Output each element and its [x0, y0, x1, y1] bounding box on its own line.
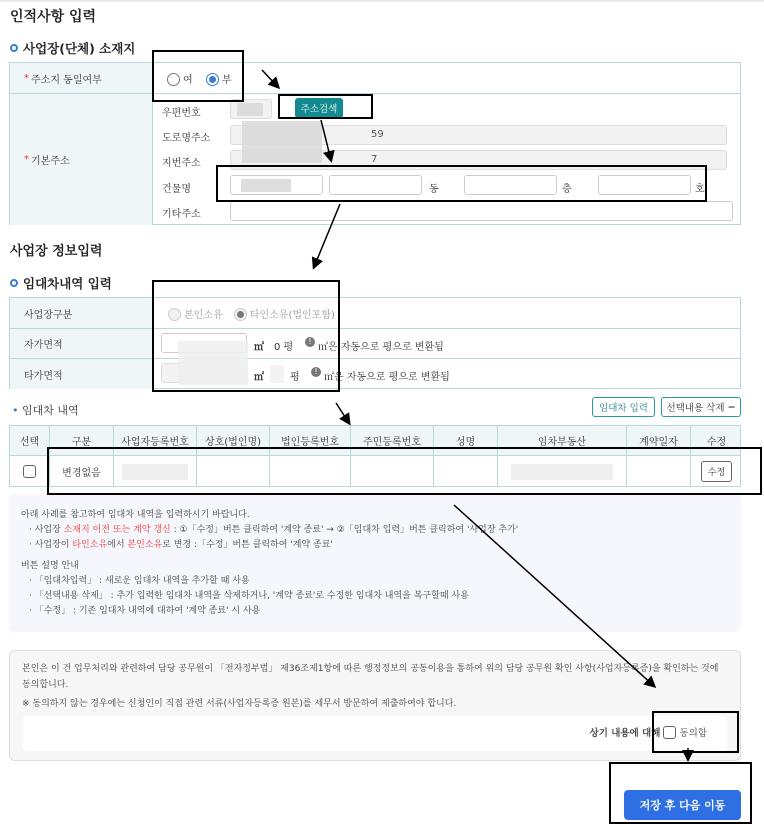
note-line: · 「선택내용 삭제」 : 추가 입력한 임대차 내역을 삭제하거나, '계약 종료'로 수정한 임대차 내역을 복구할때 사용 — [29, 591, 469, 601]
note-line: · 「수정」 : 기존 임대차 내역에 대하여 '계약 종료' 시 사용 — [29, 606, 261, 616]
column-header: 구분 — [50, 426, 114, 455]
page-title: 인적사항 입력 — [10, 9, 97, 25]
arrow — [314, 204, 340, 267]
note-line: · 사업장 소재지 이전 또는 계약 갱신 : ①「수정」버튼 클릭하여 '계약 종료' → ②「임대차 입력」버튼 클릭하여 '사업장 추가' — [29, 525, 519, 535]
delete-selected-button[interactable]: 선택내용 삭제 − — [661, 397, 741, 417]
zip-label: 우편번호 — [162, 108, 201, 119]
other-pyeong: 평 — [290, 372, 300, 383]
consent-prefix: 상기 내용에 대해 — [589, 728, 661, 739]
column-header: 법인등록번호 — [270, 426, 351, 455]
info-title: 사업장 정보입력 — [10, 244, 103, 259]
road-address-label: 도로명주소 — [162, 133, 211, 144]
table-cell: 변경없음 — [50, 456, 114, 487]
radio-no[interactable]: 부 — [206, 75, 232, 86]
history-title: • 임대차 내역 — [12, 404, 79, 417]
column-header: 성명 — [434, 426, 498, 455]
own-area-label: 자가면적 — [10, 329, 153, 358]
road-address-input[interactable]: 59 — [230, 125, 727, 145]
jibun-address-label: 지번주소 — [162, 158, 201, 169]
address-search-button[interactable]: 주소검색 — [295, 98, 343, 118]
consent-text: 본인은 이 건 업무처리와 관련하여 담당 공무원이 「전자정부법」 제36조제1항에 따른 행정정보의 공동이용을 통하여 위의 담당 공무원 확인 사항(사업자등록증)을 확인하는 것에 동의합니다. — [22, 664, 719, 690]
building-label: 건물명 — [162, 184, 191, 195]
jibun-address-input[interactable]: 7 — [230, 150, 727, 170]
add-lease-button[interactable]: 임대차 입력 — [592, 397, 655, 417]
other-area-hint: ㎡은 자동으로 평으로 변환됨 — [324, 372, 450, 383]
note-line: 버튼 설명 안내 — [21, 561, 79, 571]
row-edit-button[interactable]: 수정 — [701, 461, 732, 482]
type-label: 사업장구분 — [10, 298, 153, 328]
arrow — [262, 70, 278, 87]
column-header: 수정 — [706, 437, 727, 448]
section-lease-title: 임대차내역 입력 — [10, 274, 112, 292]
column-header: 주민등록번호 — [351, 426, 434, 455]
unit-label: ㎡ — [254, 372, 264, 383]
radio-own[interactable]: 본인소유 — [168, 310, 223, 321]
radio-other[interactable]: 타인소유(법인포함) — [234, 310, 335, 321]
note-line: · 「임대차입력」 : 새로운 임대차 내역을 추가할 때 사용 — [29, 576, 250, 586]
radio-yes[interactable]: 여 — [167, 75, 193, 86]
agree-label[interactable]: 동의함 — [679, 728, 707, 739]
other-area-label: 타가면적 — [10, 359, 153, 389]
own-pyeong: 0 평 — [274, 342, 294, 353]
floor-label: 층 — [562, 184, 572, 195]
column-header: 상호(법인명) — [197, 426, 270, 455]
arrow — [321, 120, 331, 160]
same-address-label: * 주소지 동일여부 — [10, 63, 153, 93]
column-header: 사업자등록번호 — [114, 426, 197, 455]
column-header: 임차부동산 — [498, 426, 627, 455]
note-line: · 사업장이 타인소유에서 본인소유로 변경 :「수정」버튼 클릭하여 '계약 종료' — [29, 540, 333, 550]
section-location-title: 사업장(단체) 소재지 — [10, 39, 135, 57]
base-address-label: * 기본주소 — [10, 94, 153, 225]
column-header: 선택 — [10, 426, 50, 455]
arrow — [454, 505, 654, 686]
save-next-button[interactable]: 저장 후 다음 이동 — [624, 790, 741, 820]
ho-label: 호 — [695, 184, 705, 195]
column-header: 계약일자 — [627, 426, 691, 455]
info-icon: ! — [305, 337, 315, 347]
note-line: 아래 사례를 참고하여 임대차 내역을 입력하시기 바랍니다. — [21, 510, 250, 520]
info-icon: ! — [311, 367, 321, 377]
unit-label: ㎡ — [254, 342, 264, 353]
arrow — [336, 403, 349, 423]
consent-note: ※ 동의하지 않는 경우에는 신청인이 직접 관련 서류(사업자등록증 원본)를 세무서 방문하여 제출하여야 합니다. — [22, 699, 457, 709]
etc-address-label: 기타주소 — [162, 209, 201, 220]
own-area-hint: ㎡은 자동으로 평으로 변환됨 — [318, 342, 444, 353]
dong-label: 동 — [429, 184, 439, 195]
